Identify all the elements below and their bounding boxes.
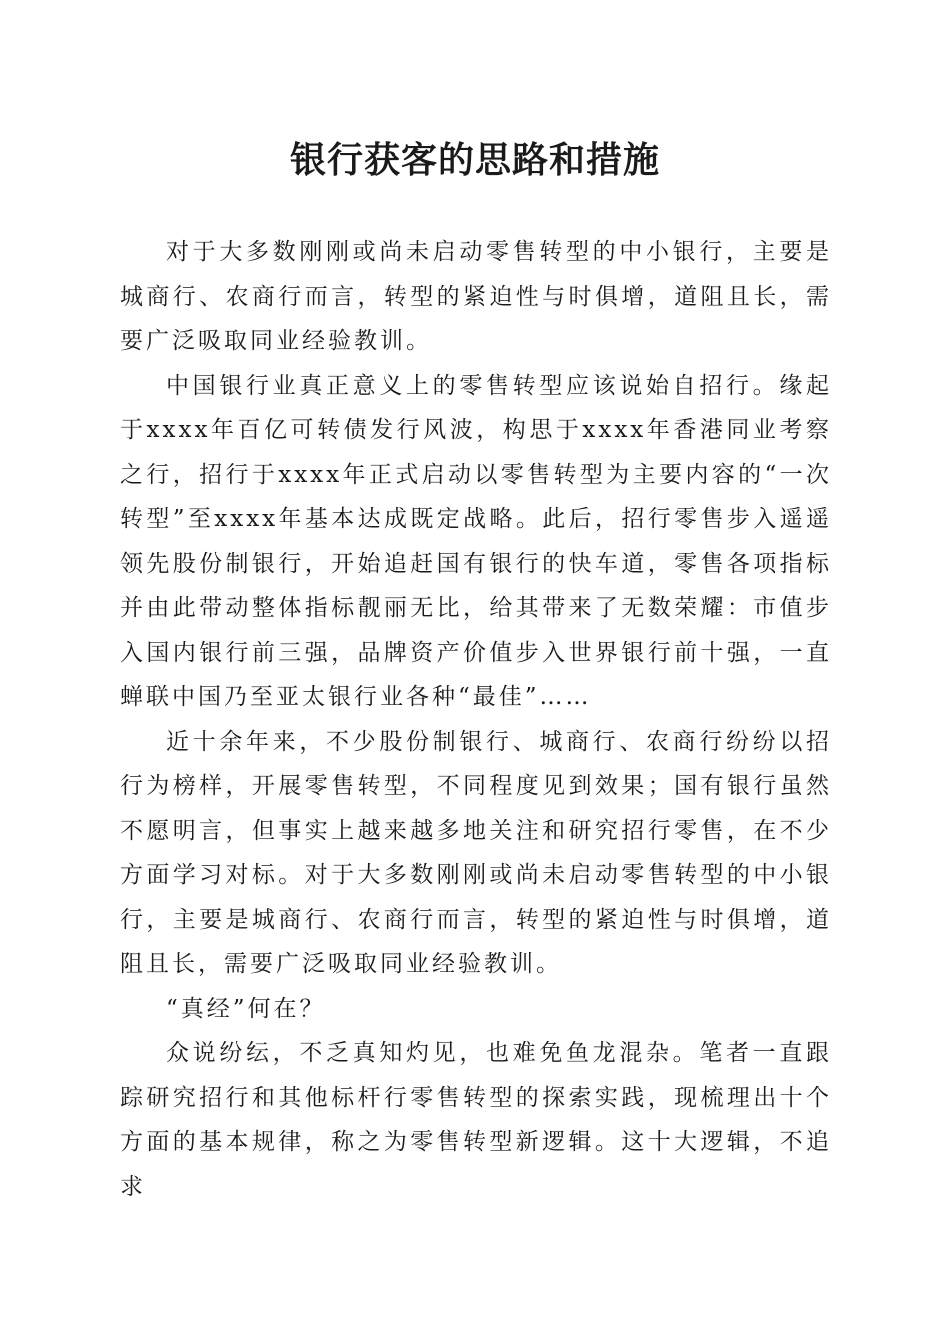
document-title: 银行获客的思路和措施 — [289, 139, 660, 181]
paragraph-intro: 对于大多数刚刚或尚未启动零售转型的中小银行，主要是城商行、农商行而言，转型的紧迫性与时俱增，道阻且长，需要广泛吸取同业经验教训。 — [120, 239, 832, 354]
document-body — [120, 230, 832, 1209]
paragraph-history: 中国银行业真正意义上的零售转型应该说始自招行。缘起于xxxx年百亿可转债发行风波，构思于xxxx年香港同业考察之行，招行于xxxx年正式启动以零售转型为主要内容的“一次转型”至xxxx年基本达成既定战略。此后，招行零售步入遥遥领先股份制银行，开始追赶国有银行的快车道，零售各项指标并由此带动整体指标靓丽无比，给其带来了无数荣耀：市值步入国内银行前三强，品牌资产价值步入世界银行前十强，一直蝉联中国乃至亚太银行业各种“最佳”…… — [120, 372, 832, 710]
paragraph-peers: 近十余年来，不少股份制银行、城商行、农商行纷纷以招行为榜样，开展零售转型，不同程度见到效果；国有银行虽然不愿明言，但事实上越来越多地关注和研究招行零售，在不少方面学习对标。对于大多数刚刚或尚未启动零售转型的中小银行，主要是城商行、农商行而言，转型的紧迫性与时俱增，道阻且长，需要广泛吸取同业经验教训。 — [120, 728, 832, 977]
paragraph-question: “真经”何在？ — [166, 995, 326, 1022]
paragraph-logic: 众说纷纭，不乏真知灼见，也难免鱼龙混杂。笔者一直跟踪研究招行和其他标杆行零售转型的探索实践，现梳理出十个方面的基本规律，称之为零售转型新逻辑。这十大逻辑，不追求 — [120, 1040, 832, 1200]
